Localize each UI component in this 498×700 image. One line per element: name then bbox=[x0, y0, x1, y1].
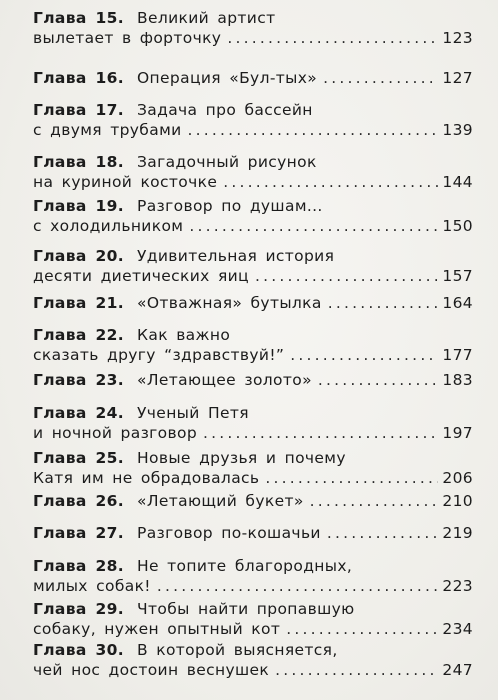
chapter-word: Глава bbox=[33, 557, 87, 575]
chapter-title-line-2: с двумя трубами bbox=[33, 121, 182, 139]
toc-entry bbox=[33, 152, 473, 192]
chapter-number: 16. bbox=[95, 69, 124, 87]
chapter-number: 24. bbox=[95, 404, 124, 422]
toc-entry bbox=[33, 640, 473, 680]
toc-entry bbox=[33, 68, 473, 88]
chapter-word: Глава bbox=[33, 600, 87, 618]
toc-entry-first-line bbox=[33, 246, 473, 266]
toc-entry bbox=[33, 599, 473, 639]
dot-leader bbox=[323, 68, 438, 88]
dot-leader bbox=[188, 120, 439, 140]
chapter-title-line-1: В которой выясняется, bbox=[137, 641, 338, 659]
page-number: 183 bbox=[442, 371, 473, 389]
dot-leader bbox=[227, 28, 438, 48]
chapter-number: 19. bbox=[95, 197, 124, 215]
chapter-label bbox=[33, 523, 137, 543]
chapter-title-line-1: Загадочный рисунок bbox=[137, 153, 317, 171]
chapter-label bbox=[33, 293, 137, 313]
toc-entry bbox=[33, 196, 473, 236]
toc-entry-second-line bbox=[33, 423, 473, 443]
dot-leader bbox=[203, 423, 438, 443]
chapter-label bbox=[33, 403, 137, 423]
dot-leader bbox=[275, 660, 438, 680]
toc-entry-first-line bbox=[33, 556, 473, 576]
chapter-title-line-2: десяти диетических яиц bbox=[33, 267, 249, 285]
chapter-title-line-2: милых собак! bbox=[33, 577, 151, 595]
chapter-number: 22. bbox=[95, 326, 124, 344]
chapter-number: 25. bbox=[95, 449, 124, 467]
chapter-title-line-2: с холодильником bbox=[33, 217, 184, 235]
chapter-number: 17. bbox=[95, 101, 124, 119]
toc-entry-second-line bbox=[33, 120, 473, 140]
page-number: 223 bbox=[442, 577, 473, 595]
chapter-word: Глава bbox=[33, 197, 87, 215]
chapter-title-line-1: Великий артист bbox=[137, 9, 276, 27]
chapter-title-line-2: и ночной разговор bbox=[33, 424, 198, 442]
chapter-word: Глава bbox=[33, 326, 87, 344]
dot-leader bbox=[310, 491, 439, 511]
toc-entry-first-line bbox=[33, 448, 473, 468]
chapter-word: Глава bbox=[33, 449, 87, 467]
page-number: 219 bbox=[442, 524, 473, 542]
toc-entry-second-line bbox=[33, 172, 473, 192]
chapter-title-line-1: Удивительная история bbox=[137, 247, 335, 265]
chapter-label bbox=[33, 325, 137, 345]
chapter-word: Глава bbox=[33, 492, 87, 510]
toc-entry-first-line bbox=[33, 599, 473, 619]
chapter-number: 26. bbox=[95, 492, 124, 510]
chapter-title-line-1: Операция «Бул-тых» bbox=[137, 69, 318, 87]
toc-entry-second-line bbox=[33, 619, 473, 639]
chapter-label bbox=[33, 640, 137, 660]
page-number: 164 bbox=[442, 294, 473, 312]
page-number: 150 bbox=[442, 217, 473, 235]
chapter-title-line-2: на куриной косточке bbox=[33, 173, 218, 191]
chapter-title-line-1: Разговор по-кошачьи bbox=[137, 524, 321, 542]
chapter-number: 29. bbox=[95, 600, 124, 618]
toc-entry-first-line bbox=[33, 640, 473, 660]
chapter-word: Глава bbox=[33, 9, 87, 27]
toc-entry-first-line bbox=[33, 370, 473, 390]
toc-entry-second-line bbox=[33, 660, 473, 680]
chapter-label bbox=[33, 556, 137, 576]
toc-entry bbox=[33, 370, 473, 390]
chapter-word: Глава bbox=[33, 371, 87, 389]
chapter-label bbox=[33, 370, 137, 390]
dot-leader bbox=[265, 468, 438, 488]
chapter-number: 21. bbox=[95, 294, 124, 312]
page-number: 127 bbox=[442, 69, 473, 87]
chapter-number: 28. bbox=[95, 557, 124, 575]
toc-entry bbox=[33, 448, 473, 488]
chapter-label bbox=[33, 599, 137, 619]
chapter-number: 30. bbox=[95, 641, 124, 659]
toc-entry bbox=[33, 325, 473, 365]
page-number: 210 bbox=[442, 492, 473, 510]
dot-leader bbox=[328, 293, 439, 313]
chapter-label bbox=[33, 68, 137, 88]
dot-leader bbox=[157, 576, 439, 596]
dot-leader bbox=[223, 172, 438, 192]
chapter-title-line-1: Новые друзья и почему bbox=[137, 449, 346, 467]
chapter-label bbox=[33, 152, 137, 172]
toc-entry-second-line bbox=[33, 345, 473, 365]
chapter-title-line-2: собаку, нужен опытный кот bbox=[33, 620, 281, 638]
toc-entry-first-line bbox=[33, 491, 473, 511]
toc-entry-second-line bbox=[33, 216, 473, 236]
dot-leader bbox=[189, 216, 438, 236]
toc-entry-first-line bbox=[33, 8, 473, 28]
chapter-word: Глава bbox=[33, 69, 87, 87]
chapter-title-line-1: Чтобы найти пропавшую bbox=[137, 600, 355, 618]
chapter-title-line-1: «Отважная» бутылка bbox=[137, 294, 322, 312]
toc-entry-first-line bbox=[33, 293, 473, 313]
toc-entry-second-line bbox=[33, 576, 473, 596]
chapter-word: Глава bbox=[33, 641, 87, 659]
dot-leader bbox=[286, 619, 438, 639]
chapter-title-line-2: чей нос достоин веснушек bbox=[33, 661, 270, 679]
toc-entry-first-line bbox=[33, 325, 473, 345]
chapter-label bbox=[33, 196, 137, 216]
chapter-word: Глава bbox=[33, 404, 87, 422]
page-number: 234 bbox=[442, 620, 473, 638]
toc-entry-second-line bbox=[33, 468, 473, 488]
chapter-label bbox=[33, 491, 137, 511]
toc-entry bbox=[33, 100, 473, 140]
chapter-number: 20. bbox=[95, 247, 124, 265]
toc-entry bbox=[33, 293, 473, 313]
page-number: 206 bbox=[442, 469, 473, 487]
chapter-word: Глава bbox=[33, 294, 87, 312]
chapter-title-line-1: Не топите благородных, bbox=[137, 557, 353, 575]
chapter-title-line-1: «Летающий букет» bbox=[137, 492, 304, 510]
chapter-number: 27. bbox=[95, 524, 124, 542]
chapter-title-line-1: Как важно bbox=[137, 326, 231, 344]
chapter-word: Глава bbox=[33, 247, 87, 265]
chapter-label bbox=[33, 448, 137, 468]
toc-entry bbox=[33, 491, 473, 511]
page-number: 123 bbox=[442, 29, 473, 47]
chapter-number: 15. bbox=[95, 9, 124, 27]
chapter-word: Глава bbox=[33, 524, 87, 542]
dot-leader bbox=[255, 266, 438, 286]
toc-entry bbox=[33, 246, 473, 286]
toc-entry bbox=[33, 8, 473, 48]
chapter-title-line-2: сказать другу “здравствуй!” bbox=[33, 346, 285, 364]
toc-entry-second-line bbox=[33, 28, 473, 48]
toc-entry-first-line bbox=[33, 403, 473, 423]
chapter-title-line-2: Катя им не обрадовалась bbox=[33, 469, 260, 487]
toc-entry-first-line bbox=[33, 523, 473, 543]
chapter-title-line-1: Ученый Петя bbox=[137, 404, 249, 422]
chapter-title-line-1: Разговор по душам... bbox=[137, 197, 323, 215]
toc-entry-second-line bbox=[33, 266, 473, 286]
chapter-word: Глава bbox=[33, 153, 87, 171]
toc-entry bbox=[33, 523, 473, 543]
toc-entry-first-line bbox=[33, 100, 473, 120]
chapter-label bbox=[33, 8, 137, 28]
chapter-label bbox=[33, 246, 137, 266]
page-number: 157 bbox=[442, 267, 473, 285]
toc-entry bbox=[33, 556, 473, 596]
chapter-number: 18. bbox=[95, 153, 124, 171]
dot-leader bbox=[318, 370, 438, 390]
chapter-number: 23. bbox=[95, 371, 124, 389]
chapter-title-line-1: «Летающее золото» bbox=[137, 371, 312, 389]
chapter-title-line-1: Задача про бассейн bbox=[137, 101, 313, 119]
page-number: 177 bbox=[442, 346, 473, 364]
chapter-title-line-2: вылетает в форточку bbox=[33, 29, 222, 47]
toc-entry-first-line bbox=[33, 152, 473, 172]
toc-entry bbox=[33, 403, 473, 443]
page-number: 247 bbox=[442, 661, 473, 679]
page-number: 197 bbox=[442, 424, 473, 442]
dot-leader bbox=[327, 523, 439, 543]
page-number: 139 bbox=[442, 121, 473, 139]
page-number: 144 bbox=[442, 173, 473, 191]
dot-leader bbox=[290, 345, 438, 365]
toc-entry-first-line bbox=[33, 196, 473, 216]
chapter-word: Глава bbox=[33, 101, 87, 119]
chapter-label bbox=[33, 100, 137, 120]
toc-entry-first-line bbox=[33, 68, 473, 88]
